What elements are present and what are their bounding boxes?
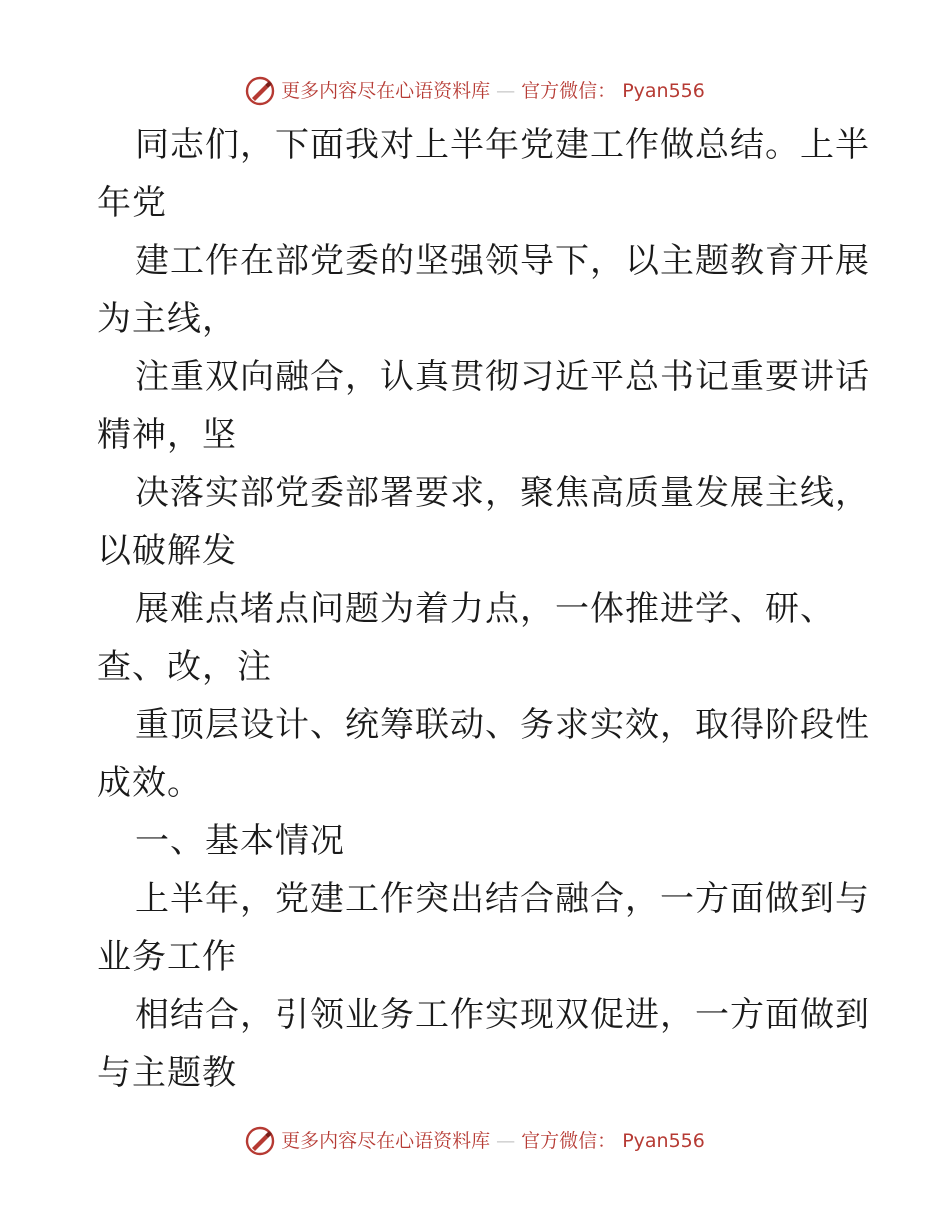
watermark-title: 更多内容尽在心语资料库	[281, 80, 491, 102]
document-body	[97, 116, 870, 1102]
text-line: 与主题教	[97, 1053, 237, 1093]
text-line: 年党	[97, 183, 167, 223]
section-heading: 一、基本情况	[135, 821, 345, 861]
text-line: 成效。	[97, 763, 202, 803]
watermark-account: Pyan556	[622, 1130, 705, 1152]
watermark-title: 更多内容尽在心语资料库	[281, 1130, 491, 1152]
text-line: 业务工作	[97, 937, 237, 977]
text-line: 决落实部党委部署要求，聚焦高质量发展主线，	[135, 473, 870, 513]
text-line: 同志们，下面我对上半年党建工作做总结。上半	[135, 125, 870, 165]
text-line: 展难点堵点问题为着力点，一体推进学、研、	[135, 589, 835, 629]
footer-watermark	[0, 1126, 950, 1156]
text-line: 注重双向融合，认真贯彻习近平总书记重要讲话	[135, 357, 870, 397]
text-line: 上半年，党建工作突出结合融合，一方面做到与	[135, 879, 870, 919]
header-watermark	[0, 76, 950, 106]
text-line: 为主线，	[97, 299, 237, 339]
pen-logo-icon	[245, 1126, 275, 1156]
watermark-account: Pyan556	[622, 80, 705, 102]
text-line: 相结合，引领业务工作实现双促进，一方面做到	[135, 995, 870, 1035]
text-line: 建工作在部党委的坚强领导下，以主题教育开展	[135, 241, 870, 281]
pen-logo-icon	[245, 76, 275, 106]
text-line: 查、改，注	[97, 647, 272, 687]
watermark-label: 官方微信：	[521, 1130, 617, 1152]
text-line: 重顶层设计、统筹联动、务求实效，取得阶段性	[135, 705, 870, 745]
watermark-separator: —	[496, 80, 516, 102]
text-line: 以破解发	[97, 531, 237, 571]
watermark-separator: —	[496, 1130, 516, 1152]
watermark-label: 官方微信：	[521, 80, 617, 102]
text-line: 精神，坚	[97, 415, 237, 455]
